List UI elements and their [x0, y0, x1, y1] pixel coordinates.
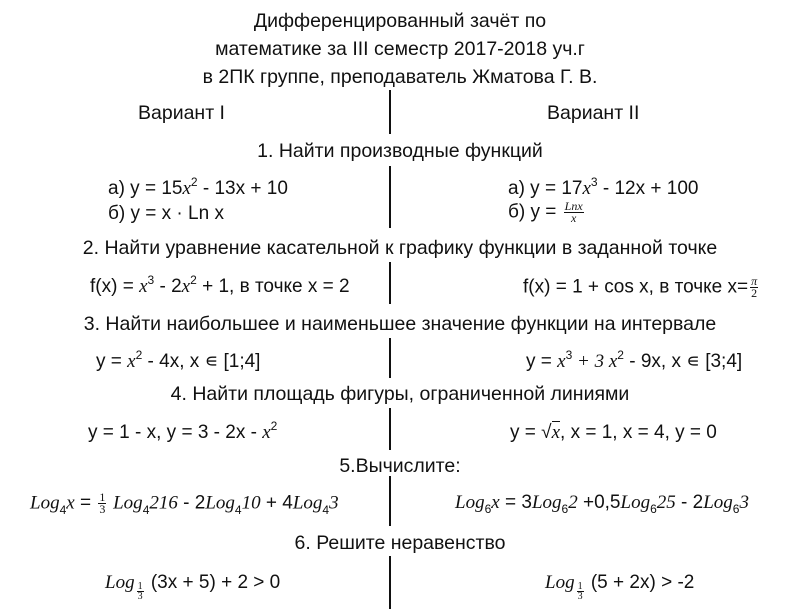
task-3-title: 3. Найти наибольшее и наименьшее значение функции на интервале: [83, 313, 717, 335]
task-4-title: 4. Найти площадь фигуры, ограниченной линиями: [170, 383, 630, 405]
task-5-title: 5.Вычислите:: [339, 455, 461, 477]
task-6-left: Log $\frac{1}{3}$ (3x + 5) + 2 > 0: [105, 572, 281, 603]
task-2-right: f(x) = 1 + cos x, в точке х= $\frac{\pi}{2}$: [523, 274, 758, 300]
log-base-fraction: $\frac{1}{3}$: [137, 581, 143, 603]
task-3-right: $y = x^3 + 3$ $x^2 - 9x$, x ∊ [3;4]: [526, 348, 743, 372]
column-divider: [389, 338, 391, 378]
task-1-title: 1. Найти производные функций: [257, 140, 543, 162]
column-divider: [389, 556, 391, 609]
fraction: $\frac{1}{3}$: [99, 490, 106, 516]
task-2-title: 2. Найти уравнение касательной к графику функции в заданной точке: [82, 237, 718, 259]
column-divider: [389, 476, 391, 526]
column-divider: [389, 262, 391, 304]
header-line-1: Дифференцированный зачёт по: [253, 10, 547, 32]
fraction: $\frac{\text{Lnx}}{x}$: [564, 199, 583, 225]
task-1-left-b: б) y = x · Ln x: [108, 203, 224, 224]
task-6-title: 6. Решите неравенство: [294, 532, 506, 554]
task-2-left: $f(x) = x^3 - 2x^2 + 1$, в точке х = 2: [90, 273, 350, 297]
task-1-left-a: а) $y = 15x^2 - 13x + 10$: [108, 175, 288, 199]
task-4-right: y = √x, x = 1, x = 4, y = 0: [510, 422, 717, 443]
task-1-right-b: б) y = $\frac{\text{Lnx}}{x}$: [508, 199, 583, 225]
task-3-left: $y = x^2 - 4x$, x ∊ [1;4]: [96, 348, 261, 372]
fraction: $\frac{\pi}{2}$: [751, 274, 758, 300]
column-divider: [389, 408, 391, 450]
task-6-right: Log $\frac{1}{3}$ (5 + 2x) > -2: [545, 572, 695, 603]
task-4-left: y = 1 - x, $y = 3 - 2x - x^2$: [88, 419, 278, 443]
log-base-fraction: $\frac{1}{3}$: [577, 581, 583, 603]
task-1-right-a: а) $y = 17x^3 - 12x + 100$: [508, 175, 699, 199]
variant-2-label: Вариант II: [547, 102, 640, 124]
header-line-2: математике за III семестр 2017-2018 уч.г: [215, 38, 585, 60]
variant-1-label: Вариант I: [138, 102, 225, 124]
header-line-3: в 2ПК группе, преподаватель Жматова Г. В.: [202, 66, 598, 88]
column-divider: [389, 90, 391, 134]
task-5-left: Log$_4$x = $\frac{1}{3}$ Log$_4$216 - 2Log$_4$10 + 4Log$_4$3: [30, 490, 339, 517]
sqrt-symbol: √: [541, 422, 552, 443]
task-5-right: Log$_6$x = 3Log$_6$2 +0,5Log$_6$25 - 2Log$_6$3: [455, 492, 749, 516]
column-divider: [389, 166, 391, 228]
